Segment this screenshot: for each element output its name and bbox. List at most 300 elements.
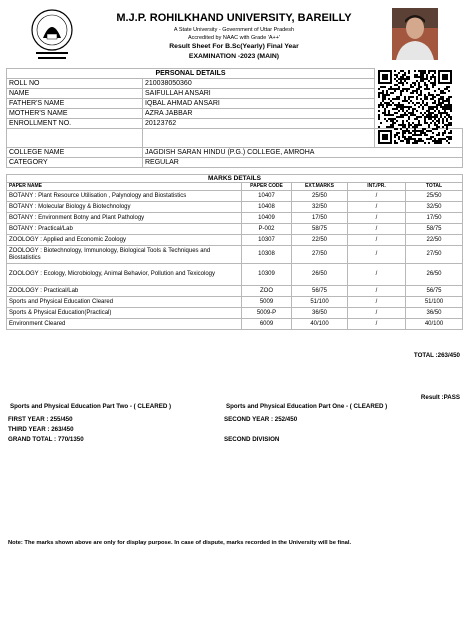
qr-module bbox=[438, 70, 440, 72]
qr-module bbox=[396, 80, 398, 82]
qr-module bbox=[448, 90, 450, 92]
qr-module bbox=[412, 126, 414, 128]
qr-module bbox=[382, 130, 384, 132]
qr-module bbox=[402, 104, 404, 106]
qr-module bbox=[436, 140, 438, 142]
qr-module bbox=[426, 96, 428, 98]
qr-module bbox=[426, 116, 428, 118]
ext-marks: 40/100 bbox=[292, 319, 348, 330]
qr-module bbox=[402, 106, 404, 108]
qr-module bbox=[426, 138, 428, 140]
qr-module bbox=[390, 92, 392, 94]
qr-module bbox=[386, 106, 388, 108]
paper-code: 5009 bbox=[242, 297, 292, 308]
qr-module bbox=[382, 76, 384, 78]
qr-module bbox=[438, 134, 440, 136]
qr-module bbox=[400, 76, 402, 78]
qr-module bbox=[396, 116, 398, 118]
table-row bbox=[7, 148, 463, 158]
qr-module bbox=[378, 80, 380, 82]
qr-module bbox=[432, 136, 434, 138]
qr-module bbox=[404, 114, 406, 116]
qr-module bbox=[410, 86, 412, 88]
qr-module bbox=[388, 82, 390, 84]
qr-module bbox=[398, 72, 400, 74]
qr-module bbox=[402, 120, 404, 122]
qr-module bbox=[386, 92, 388, 94]
col-header-total: TOTAL bbox=[406, 183, 463, 191]
qr-module bbox=[412, 82, 414, 84]
qr-module bbox=[414, 70, 416, 72]
qr-module bbox=[380, 70, 382, 72]
qr-module bbox=[388, 118, 390, 120]
qr-module bbox=[420, 138, 422, 140]
qr-module bbox=[422, 80, 424, 82]
qr-module bbox=[436, 106, 438, 108]
university-logo bbox=[28, 8, 76, 64]
qr-module bbox=[416, 88, 418, 90]
qr-module bbox=[396, 142, 398, 144]
qr-module bbox=[408, 70, 410, 72]
qr-module bbox=[444, 92, 446, 94]
marks-header-row bbox=[7, 183, 463, 191]
qr-module bbox=[408, 136, 410, 138]
qr-module bbox=[420, 134, 422, 136]
qr-module bbox=[438, 142, 440, 144]
qr-module bbox=[392, 120, 394, 122]
qr-module bbox=[438, 122, 440, 124]
qr-module bbox=[384, 134, 386, 136]
qr-module bbox=[446, 118, 448, 120]
qr-module bbox=[434, 76, 436, 78]
qr-module bbox=[408, 106, 410, 108]
qr-module bbox=[434, 128, 436, 130]
qr-module bbox=[432, 140, 434, 142]
qr-module bbox=[436, 108, 438, 110]
qr-module bbox=[398, 78, 400, 80]
qr-module bbox=[390, 78, 392, 80]
col-header-ext-marks: EXT.MARKS bbox=[292, 183, 348, 191]
qr-module bbox=[378, 70, 380, 72]
int-marks: / bbox=[348, 286, 406, 297]
qr-module bbox=[406, 130, 408, 132]
paper-code: 10307 bbox=[242, 235, 292, 246]
qr-module bbox=[378, 106, 380, 108]
qr-module bbox=[420, 104, 422, 106]
qr-module bbox=[404, 100, 406, 102]
qr-module bbox=[426, 88, 428, 90]
qr-module bbox=[412, 122, 414, 124]
qr-module bbox=[378, 126, 380, 128]
qr-module bbox=[386, 126, 388, 128]
qr-module bbox=[440, 116, 442, 118]
qr-module bbox=[422, 72, 424, 74]
qr-module bbox=[424, 96, 426, 98]
qr-module bbox=[426, 76, 428, 78]
table-row bbox=[7, 264, 463, 286]
qr-module bbox=[430, 94, 432, 96]
qr-module bbox=[444, 104, 446, 106]
qr-module bbox=[388, 94, 390, 96]
qr-module bbox=[402, 136, 404, 138]
qr-module bbox=[446, 140, 448, 142]
personal-details-title: PERSONAL DETAILS bbox=[7, 69, 375, 79]
qr-module bbox=[428, 106, 430, 108]
qr-module bbox=[414, 118, 416, 120]
qr-module bbox=[442, 126, 444, 128]
qr-module bbox=[414, 76, 416, 78]
total-marks: 32/50 bbox=[406, 202, 463, 213]
qr-module bbox=[418, 84, 420, 86]
qr-module bbox=[390, 104, 392, 106]
qr-module bbox=[414, 132, 416, 134]
qr-module bbox=[390, 140, 392, 142]
qr-module bbox=[434, 116, 436, 118]
int-marks: / bbox=[348, 308, 406, 319]
qr-module bbox=[450, 124, 452, 126]
qr-module bbox=[406, 138, 408, 140]
college-name-value: JAGDISH SARAN HINDU (P.G.) COLLEGE, AMROHA bbox=[143, 148, 463, 158]
qr-module bbox=[442, 100, 444, 102]
qr-module bbox=[432, 86, 434, 88]
qr-module bbox=[406, 90, 408, 92]
qr-module bbox=[384, 76, 386, 78]
qr-module bbox=[388, 104, 390, 106]
qr-module bbox=[390, 142, 392, 144]
qr-module bbox=[402, 124, 404, 126]
qr-module bbox=[410, 100, 412, 102]
result-sheet-title: Result Sheet For B.Sc(Yearly) Final Year bbox=[169, 43, 299, 50]
paper-code: 5009-P bbox=[242, 308, 292, 319]
qr-module bbox=[426, 114, 428, 116]
table-row bbox=[7, 246, 463, 264]
qr-module bbox=[446, 114, 448, 116]
qr-module bbox=[422, 140, 424, 142]
qr-module bbox=[416, 80, 418, 82]
qr-module bbox=[402, 90, 404, 92]
qr-module bbox=[384, 96, 386, 98]
qr-module bbox=[396, 84, 398, 86]
qr-module bbox=[450, 108, 452, 110]
qr-module bbox=[424, 134, 426, 136]
qr-module bbox=[384, 98, 386, 100]
qr-module bbox=[414, 126, 416, 128]
qr-module bbox=[428, 142, 430, 144]
qr-module bbox=[404, 78, 406, 80]
qr-module bbox=[438, 74, 440, 76]
examination-title: EXAMINATION -2023 (MAIN) bbox=[188, 53, 280, 60]
qr-module bbox=[386, 104, 388, 106]
qr-module bbox=[444, 116, 446, 118]
qr-module bbox=[412, 112, 414, 114]
qr-module bbox=[430, 82, 432, 84]
qr-module bbox=[416, 116, 418, 118]
qr-module bbox=[424, 70, 426, 72]
qr-module bbox=[408, 116, 410, 118]
qr-module bbox=[404, 106, 406, 108]
qr-module bbox=[436, 104, 438, 106]
qr-module bbox=[384, 130, 386, 132]
qr-module bbox=[412, 86, 414, 88]
paper-name: BOTANY : Environment Botny and Plant Pathology bbox=[7, 213, 242, 224]
qr-module bbox=[404, 98, 406, 100]
qr-module bbox=[378, 140, 380, 142]
qr-module bbox=[422, 78, 424, 80]
qr-module bbox=[382, 104, 384, 106]
qr-module bbox=[446, 136, 448, 138]
qr-module bbox=[400, 104, 402, 106]
qr-module bbox=[442, 70, 444, 72]
qr-module bbox=[418, 106, 420, 108]
marks-details-title: MARKS DETAILS bbox=[7, 175, 463, 183]
qr-module bbox=[430, 108, 432, 110]
qr-module bbox=[412, 138, 414, 140]
qr-module bbox=[386, 94, 388, 96]
qr-module bbox=[438, 76, 440, 78]
qr-module bbox=[408, 122, 410, 124]
qr-module bbox=[396, 104, 398, 106]
qr-module bbox=[446, 104, 448, 106]
qr-module bbox=[450, 70, 452, 72]
qr-module bbox=[400, 90, 402, 92]
int-marks: / bbox=[348, 213, 406, 224]
paper-name: Environment Cleared bbox=[7, 319, 242, 330]
int-marks: / bbox=[348, 246, 406, 264]
university-name: M.J.P. ROHILKHAND UNIVERSITY, BAREILLY bbox=[116, 12, 352, 24]
qr-module bbox=[384, 110, 386, 112]
qr-module bbox=[420, 70, 422, 72]
field-label: ENROLLMENT NO. bbox=[7, 119, 143, 129]
total-marks: 58/75 bbox=[406, 224, 463, 235]
qr-module bbox=[388, 88, 390, 90]
qr-module bbox=[430, 76, 432, 78]
qr-module bbox=[416, 102, 418, 104]
qr-module bbox=[424, 84, 426, 86]
qr-module bbox=[394, 90, 396, 92]
qr-module bbox=[408, 126, 410, 128]
qr-module bbox=[446, 76, 448, 78]
qr-module bbox=[396, 96, 398, 98]
qr-module bbox=[404, 80, 406, 82]
total-marks: 25/50 bbox=[406, 191, 463, 202]
qr-module bbox=[418, 88, 420, 90]
qr-module bbox=[438, 94, 440, 96]
qr-module bbox=[430, 138, 432, 140]
qr-module bbox=[398, 98, 400, 100]
qr-module bbox=[434, 110, 436, 112]
int-marks: / bbox=[348, 264, 406, 286]
qr-module bbox=[400, 108, 402, 110]
qr-module bbox=[394, 140, 396, 142]
qr-module bbox=[436, 120, 438, 122]
qr-module bbox=[382, 94, 384, 96]
qr-module bbox=[408, 72, 410, 74]
qr-module bbox=[398, 86, 400, 88]
qr-module bbox=[416, 118, 418, 120]
qr-module bbox=[430, 122, 432, 124]
qr-module bbox=[434, 96, 436, 98]
qr-module bbox=[394, 78, 396, 80]
qr-module bbox=[426, 102, 428, 104]
qr-module bbox=[404, 88, 406, 90]
qr-module bbox=[388, 130, 390, 132]
qr-module bbox=[390, 114, 392, 116]
paper-name: Sports & Physical Education(Practical) bbox=[7, 308, 242, 319]
qr-module bbox=[424, 72, 426, 74]
qr-module bbox=[410, 96, 412, 98]
qr-module bbox=[386, 136, 388, 138]
qr-module bbox=[448, 106, 450, 108]
qr-module bbox=[440, 138, 442, 140]
qr-module bbox=[434, 78, 436, 80]
qr-module bbox=[436, 116, 438, 118]
qr-module bbox=[426, 130, 428, 132]
qr-module bbox=[436, 142, 438, 144]
qr-module bbox=[390, 86, 392, 88]
qr-module bbox=[422, 114, 424, 116]
qr-module bbox=[448, 122, 450, 124]
qr-module bbox=[450, 122, 452, 124]
total-marks: 51/100 bbox=[406, 297, 463, 308]
qr-module bbox=[448, 124, 450, 126]
field-label: MOTHER'S NAME bbox=[7, 109, 143, 119]
qr-module bbox=[416, 130, 418, 132]
qr-module bbox=[432, 106, 434, 108]
qr-module bbox=[416, 110, 418, 112]
qr-module bbox=[410, 92, 412, 94]
qr-module bbox=[442, 112, 444, 114]
qr-module bbox=[440, 142, 442, 144]
qr-module bbox=[414, 84, 416, 86]
qr-module bbox=[434, 118, 436, 120]
student-photo bbox=[392, 8, 438, 60]
qr-module bbox=[410, 114, 412, 116]
qr-module bbox=[444, 106, 446, 108]
qr-module bbox=[394, 136, 396, 138]
qr-module bbox=[448, 82, 450, 84]
qr-module bbox=[432, 94, 434, 96]
qr-module bbox=[444, 130, 446, 132]
qr-module bbox=[420, 132, 422, 134]
qr-module bbox=[408, 132, 410, 134]
qr-module bbox=[380, 82, 382, 84]
qr-module bbox=[416, 134, 418, 136]
qr-module bbox=[410, 136, 412, 138]
field-label: COLLEGE NAME bbox=[7, 148, 143, 158]
qr-module bbox=[414, 74, 416, 76]
qr-module bbox=[400, 78, 402, 80]
qr-module bbox=[444, 70, 446, 72]
qr-module bbox=[398, 138, 400, 140]
qr-module bbox=[378, 76, 380, 78]
grand-total: GRAND TOTAL : 770/1350 bbox=[8, 436, 84, 443]
qr-module bbox=[420, 112, 422, 114]
qr-module bbox=[444, 74, 446, 76]
qr-module bbox=[412, 142, 414, 144]
qr-module bbox=[378, 104, 380, 106]
qr-module bbox=[436, 128, 438, 130]
qr-module bbox=[434, 122, 436, 124]
qr-module bbox=[418, 102, 420, 104]
qr-module bbox=[444, 82, 446, 84]
qr-module bbox=[402, 78, 404, 80]
qr-module bbox=[390, 118, 392, 120]
qr-module bbox=[382, 92, 384, 94]
qr-module bbox=[416, 76, 418, 78]
qr-module bbox=[400, 140, 402, 142]
qr-module bbox=[396, 76, 398, 78]
qr-module bbox=[390, 120, 392, 122]
qr-module bbox=[394, 128, 396, 130]
qr-module bbox=[420, 98, 422, 100]
father-name-value: IQBAL AHMAD ANSARI bbox=[143, 99, 375, 109]
qr-module bbox=[408, 76, 410, 78]
qr-module bbox=[378, 116, 380, 118]
qr-module bbox=[428, 92, 430, 94]
qr-module bbox=[394, 142, 396, 144]
qr-module bbox=[434, 114, 436, 116]
qr-module bbox=[420, 92, 422, 94]
qr-module bbox=[414, 134, 416, 136]
paper-name: ZOOLOGY : Practical/Lab bbox=[7, 286, 242, 297]
qr-module bbox=[440, 90, 442, 92]
qr-module bbox=[390, 88, 392, 90]
qr-module bbox=[400, 116, 402, 118]
qr-module bbox=[440, 98, 442, 100]
category-value: REGULAR bbox=[143, 158, 463, 168]
total-marks: 27/50 bbox=[406, 246, 463, 264]
qr-module bbox=[438, 140, 440, 142]
qr-module bbox=[412, 114, 414, 116]
qr-module bbox=[428, 72, 430, 74]
qr-module bbox=[414, 90, 416, 92]
qr-module bbox=[404, 72, 406, 74]
qr-module bbox=[450, 104, 452, 106]
qr-module bbox=[446, 98, 448, 100]
paper-name: BOTANY : Plant Resource Utilisation , Palynology and Biostatistics bbox=[7, 191, 242, 202]
qr-module bbox=[382, 136, 384, 138]
qr-module bbox=[432, 84, 434, 86]
qr-module bbox=[438, 132, 440, 134]
qr-module bbox=[446, 106, 448, 108]
ext-marks: 36/50 bbox=[292, 308, 348, 319]
qr-module bbox=[402, 84, 404, 86]
qr-module bbox=[402, 116, 404, 118]
field-label: NAME bbox=[7, 89, 143, 99]
qr-module bbox=[418, 120, 420, 122]
ext-marks: 25/50 bbox=[292, 191, 348, 202]
qr-module bbox=[428, 88, 430, 90]
qr-module bbox=[436, 134, 438, 136]
qr-module bbox=[388, 114, 390, 116]
qr-module bbox=[408, 138, 410, 140]
qr-module bbox=[432, 96, 434, 98]
qr-module bbox=[442, 102, 444, 104]
qr-module bbox=[414, 130, 416, 132]
qr-module bbox=[416, 142, 418, 144]
qr-module bbox=[384, 94, 386, 96]
qr-module bbox=[424, 98, 426, 100]
qr-module bbox=[418, 70, 420, 72]
qr-module bbox=[398, 136, 400, 138]
qr-module bbox=[390, 130, 392, 132]
qr-module bbox=[408, 124, 410, 126]
qr-module bbox=[420, 86, 422, 88]
total-marks: 17/50 bbox=[406, 213, 463, 224]
qr-module bbox=[414, 104, 416, 106]
qr-module bbox=[442, 138, 444, 140]
qr-module bbox=[450, 96, 452, 98]
